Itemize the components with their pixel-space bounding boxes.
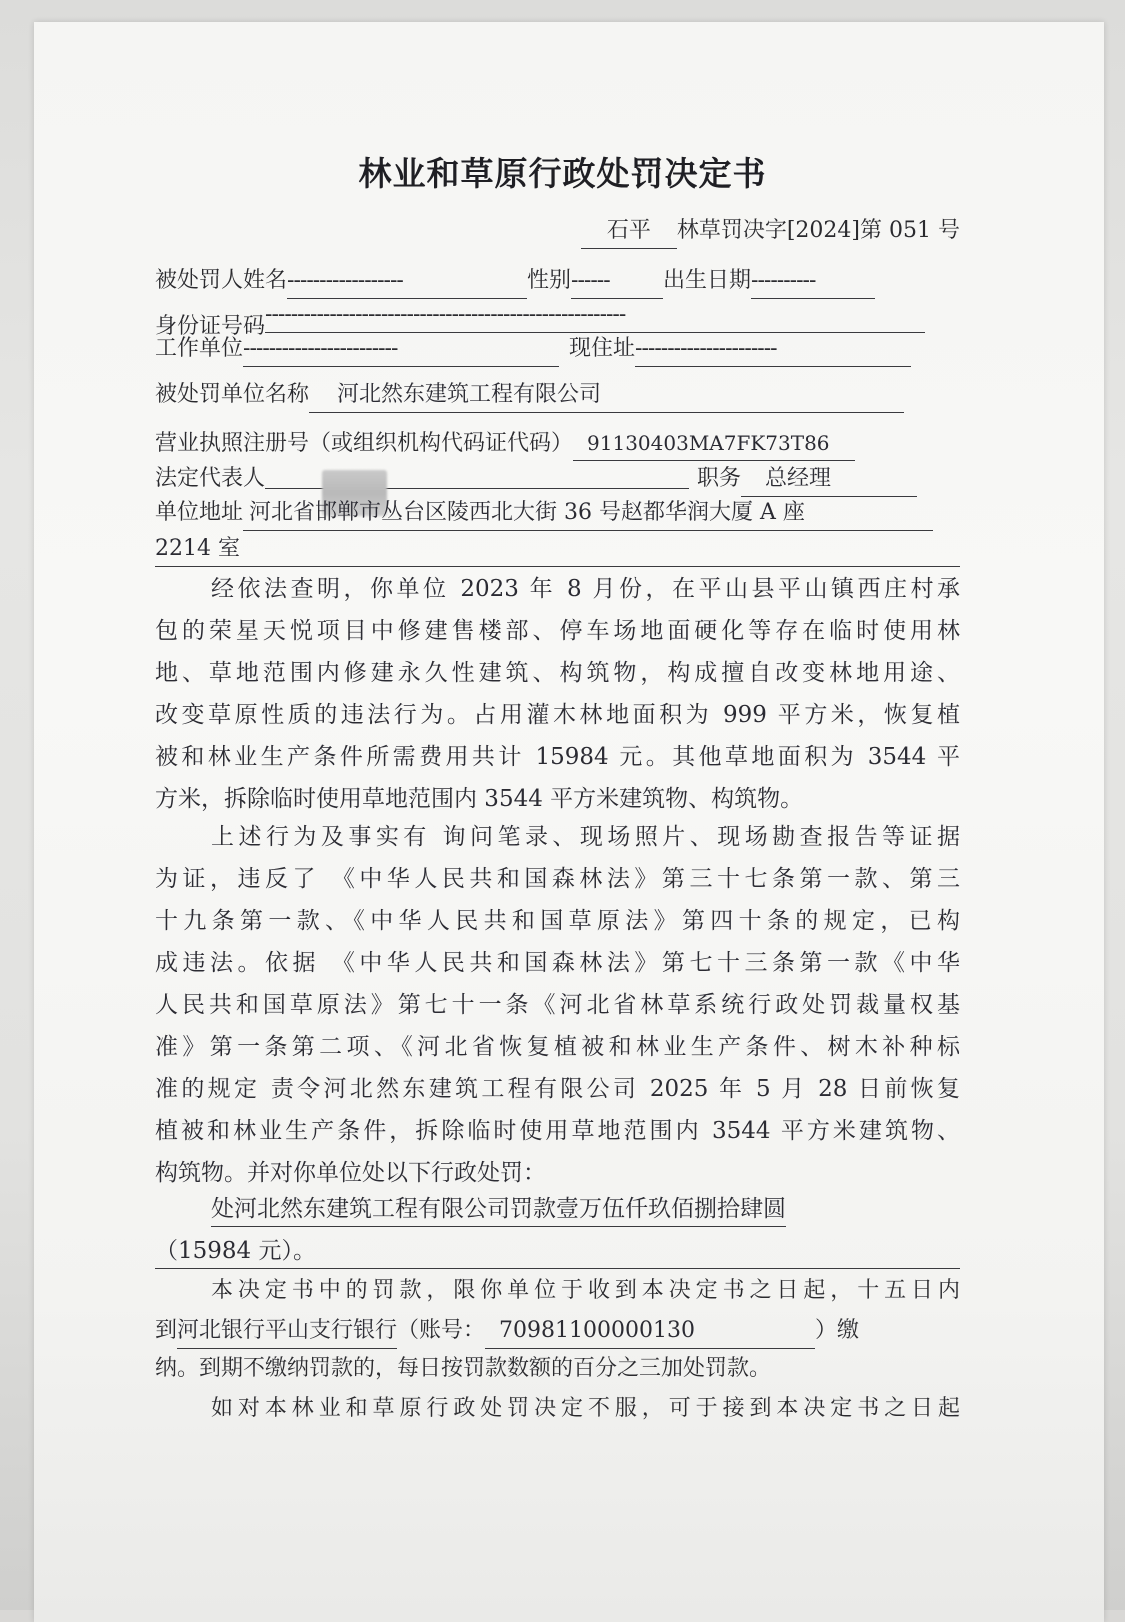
document-number (155, 214, 960, 249)
account-number: 70981100000130 (485, 1314, 815, 1349)
unit-address-label: 单位地址 (155, 500, 244, 525)
para3-line2 (155, 1234, 960, 1269)
address-value: ---------------------- (635, 332, 911, 367)
field-row-license (155, 426, 960, 461)
para1-line3: 地、草地范围内修建永久性建筑、构筑物，构成擅自改变林地用途、 (155, 660, 960, 686)
para2-line2: 为证，违反了 《中华人民共和国森林法》第三十七条第一款、第三 (155, 866, 960, 892)
para2-line7: 准的规定 责令河北然东建筑工程有限公司 2025 年 5 月 28 日前恢复 (155, 1076, 960, 1102)
para1-line5: 被和林业生产条件所需费用共计 15984 元。其他草地面积为 3544 平 (155, 744, 960, 770)
doc-number-suffix: 号 (937, 218, 960, 243)
para4-to: 到 (155, 1318, 178, 1343)
unit-address-value-1: 河北省邯郸市丛台区陵西北大街 36 号赵都华润大厦 A 座 (243, 496, 933, 531)
para5-line1: 如对本林业和草原行政处罚决定不服，可于接到本决定书之日起 (211, 1396, 960, 1421)
legal-rep-label: 法定代表人 (155, 466, 266, 491)
para2-line8: 植被和林业生产条件，拆除临时使用草地范围内 3544 平方米建筑物、 (155, 1118, 960, 1144)
para2-line4: 成违法。依据 《中华人民共和国森林法》第七十三条第一款《中华 (155, 950, 960, 976)
para1-line6: 方米，拆除临时使用草地范围内 3544 平方米建筑物、构筑物。 (155, 786, 804, 812)
field-row-unit-address (155, 496, 960, 531)
para2-line5: 人民共和国草原法》第七十一条《河北省林草系统行政处罚裁量权基 (155, 992, 960, 1018)
work-value: ------------------------ (243, 332, 559, 367)
para1-line1: 经依法查明，你单位 2023 年 8 月份，在平山县平山镇西庄村承 (211, 576, 960, 602)
field-row-legal-rep (155, 462, 960, 497)
field-row-work (155, 332, 960, 367)
id-label: 身份证号码 (155, 314, 266, 339)
penalty-text: 处河北然东建筑工程有限公司罚款壹万伍仟玖佰捌拾肆圆 (211, 1192, 786, 1227)
id-value: -------------------------------------------------------- (265, 298, 925, 333)
position-label: 职务 (697, 466, 742, 491)
para2-line3: 十九条第一款、《中华人民共和国草原法》第四十条的规定，已构 (155, 908, 960, 934)
para2-line1: 上述行为及事实有 询问笔录、现场照片、现场勘查报告等证据 (211, 824, 960, 850)
para1-line2: 包的荣星天悦项目中修建售楼部、停车场地面硬化等存在临时使用林 (155, 618, 960, 644)
para1-line4: 改变草原性质的违法行为。占用灌木林地面积为 999 平方米，恢复植 (155, 702, 960, 728)
license-label: 营业执照注册号（或组织机构代码证代码） (155, 431, 574, 456)
para4-account-label: （账号： (397, 1318, 486, 1343)
address-label: 现住址 (569, 336, 636, 361)
unit-address-value-2: 2214 室 (155, 532, 960, 567)
field-row-name (155, 264, 960, 299)
para2-line9: 构筑物。并对你单位处以下行政处罚： (155, 1160, 546, 1186)
doc-number-middle: 林草罚决字[2024]第 (676, 218, 882, 243)
para4-line2 (155, 1314, 960, 1349)
unit-value: 河北然东建筑工程有限公司 (309, 378, 904, 413)
name-label: 被处罚人姓名 (155, 268, 288, 293)
penalty-amount: （15984 元）。 (155, 1234, 960, 1269)
doc-number-prefix: 石平 (581, 214, 677, 249)
field-row-unit (155, 378, 960, 413)
position-value: 总经理 (741, 462, 917, 497)
license-value: 91130403MA7FK73T86 (573, 426, 855, 461)
gender-label: 性别 (527, 268, 572, 293)
para2-line6: 准》第一条第二项、《河北省恢复植被和林业生产条件、树木补种标 (155, 1034, 960, 1060)
document-title: 林业和草原行政处罚决定书 (358, 154, 767, 193)
bank-name: 河北银行平山支行银行 (177, 1314, 397, 1349)
para4-line1: 本决定书中的罚款，限你单位于收到本决定书之日起，十五日内 (211, 1278, 960, 1303)
name-value: ------------------ (287, 264, 527, 299)
para4-line3: 纳。到期不缴纳罚款的，每日按罚款数额的百分之三加处罚款。 (155, 1356, 772, 1381)
unit-label: 被处罚单位名称 (155, 382, 310, 407)
para3-line1 (155, 1192, 960, 1227)
doc-number-value: 051 (888, 218, 931, 243)
birth-label: 出生日期 (663, 268, 752, 293)
birth-value: ---------- (751, 264, 875, 299)
para4-pay: ）缴 (815, 1318, 860, 1343)
work-label: 工作单位 (155, 336, 244, 361)
gender-value: ------ (571, 264, 663, 299)
field-row-unit-address-2 (155, 532, 960, 567)
